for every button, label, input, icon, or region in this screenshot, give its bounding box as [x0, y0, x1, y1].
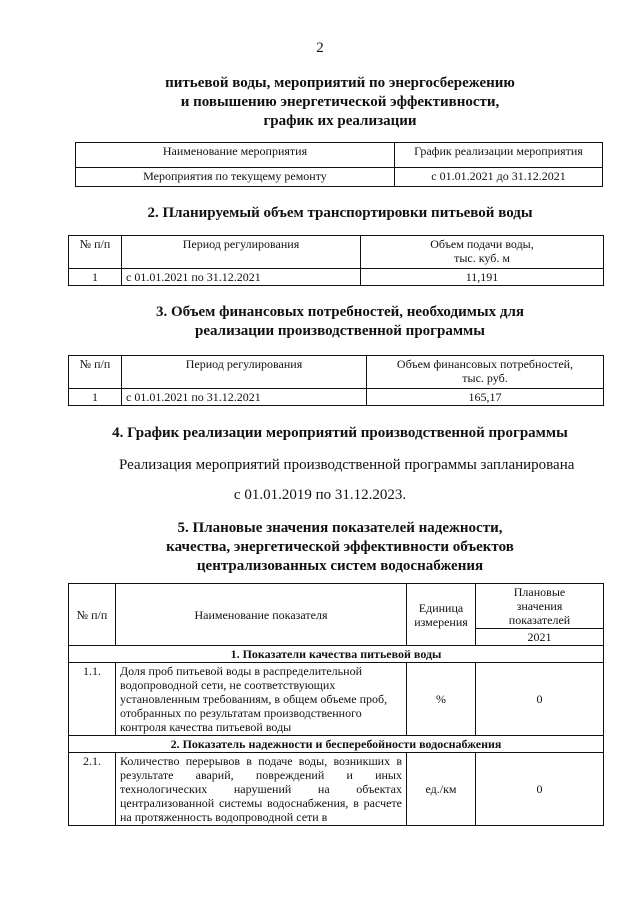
- table5-header-name: Наименование показателя: [116, 584, 407, 646]
- table3-header-period: Период регулирования: [122, 356, 367, 389]
- table1-header-schedule: График реализации мероприятия: [395, 143, 603, 168]
- table3-cell-num: 1: [69, 389, 122, 406]
- table5-header-unit-line2: измерения: [414, 614, 468, 629]
- section3-title: [60, 303, 620, 341]
- section4-text-line-2: с 01.01.2019 по 31.12.2023.: [233, 487, 407, 503]
- section3-title-line-1: 3. Объем финансовых потребностей, необходимых для: [155, 304, 525, 320]
- table5-row1-num: 1.1.: [69, 663, 116, 736]
- table5-header-plan-line3: показателей: [508, 613, 571, 627]
- table3-header-finance: [367, 356, 604, 389]
- table1-cell-measure: Мероприятия по текущему ремонту: [76, 168, 395, 187]
- section5-title-line-2: качества, энергетической эффективности объектов: [166, 539, 514, 555]
- table2-header-period: Период регулирования: [122, 236, 361, 269]
- table5-header-plan-line1: Плановые: [513, 585, 566, 599]
- section5-title: [60, 519, 620, 576]
- table2-cell-period: с 01.01.2021 по 31.12.2021: [122, 269, 361, 286]
- table5-row2-name: Количество перерывов в подаче воды, возникших в результате аварий, повреждений и иных технологических нарушений на объектах централизованной системы водоснабжения, в расчете на протяженность водопроводной сети в: [116, 753, 407, 826]
- table3-cell-period: с 01.01.2021 по 31.12.2021: [122, 389, 367, 406]
- intro-heading-line-2: и повышению энергетической эффективности,: [180, 94, 500, 110]
- section4-title: 4. График реализации мероприятий производственной программы: [112, 425, 568, 441]
- page-number: 2: [316, 40, 324, 56]
- table5-row1-value: 0: [476, 663, 604, 736]
- table2-cell-volume: 11,191: [361, 269, 604, 286]
- section5-title-line-1: 5. Плановые значения показателей надежности,: [177, 520, 503, 536]
- table5-header-num: № п/п: [69, 584, 116, 646]
- table2-header-volume: [361, 236, 604, 269]
- table-indicators: [68, 583, 604, 826]
- table2-header-volume-line1: Объем подачи воды,: [430, 237, 534, 251]
- table2-header-num: № п/п: [69, 236, 122, 269]
- table5-group-2: 2. Показатель надежности и бесперебойности водоснабжения: [69, 736, 604, 753]
- table5-row2-unit: ед./км: [407, 753, 476, 826]
- table5-header-year: 2021: [476, 629, 604, 646]
- table-water-volume: [68, 235, 604, 286]
- table3-header-finance-line2: тыс. руб.: [462, 371, 508, 385]
- table5-header-plan-line2: значения: [516, 599, 563, 613]
- section4-text-line-1: Реализация мероприятий производственной программы запланирована: [119, 457, 575, 473]
- table5-row2-value: 0: [476, 753, 604, 826]
- intro-heading-line-1: питьевой воды, мероприятий по энергосбережению: [165, 75, 515, 91]
- table5-row1-unit: %: [407, 663, 476, 736]
- table5-header-unit-line1: Единица: [418, 600, 464, 615]
- table2-header-volume-line2: тыс. куб. м: [454, 251, 510, 265]
- table5-row1-name: Доля проб питьевой воды в распределительной водопроводной сети, не соответствующих установленным требованиям, в общем объеме проб, отобранных по результатам производственного контроля качества питьевой воды: [116, 663, 407, 736]
- table2-cell-num: 1: [69, 269, 122, 286]
- section5-title-line-3: централизованных систем водоснабжения: [196, 558, 484, 574]
- table1-header-name: Наименование мероприятия: [76, 143, 395, 168]
- table-measures-schedule: [75, 142, 603, 187]
- section2-title: 2. Планируемый объем транспортировки питьевой воды: [147, 205, 533, 221]
- table5-header-plan: [476, 584, 604, 629]
- table5-header-unit: [407, 584, 476, 646]
- intro-heading-line-3: график их реализации: [263, 113, 417, 129]
- table3-header-finance-line1: Объем финансовых потребностей,: [396, 357, 574, 371]
- table-financial-needs: [68, 355, 604, 406]
- table5-row2-num: 2.1.: [69, 753, 116, 826]
- intro-heading: [40, 74, 640, 131]
- table1-cell-schedule: с 01.01.2021 до 31.12.2021: [395, 168, 603, 187]
- table3-cell-finance: 165,17: [367, 389, 604, 406]
- table3-header-num: № п/п: [69, 356, 122, 389]
- section3-title-line-2: реализации производственной программы: [195, 323, 485, 339]
- table5-group-1: 1. Показатели качества питьевой воды: [69, 646, 604, 663]
